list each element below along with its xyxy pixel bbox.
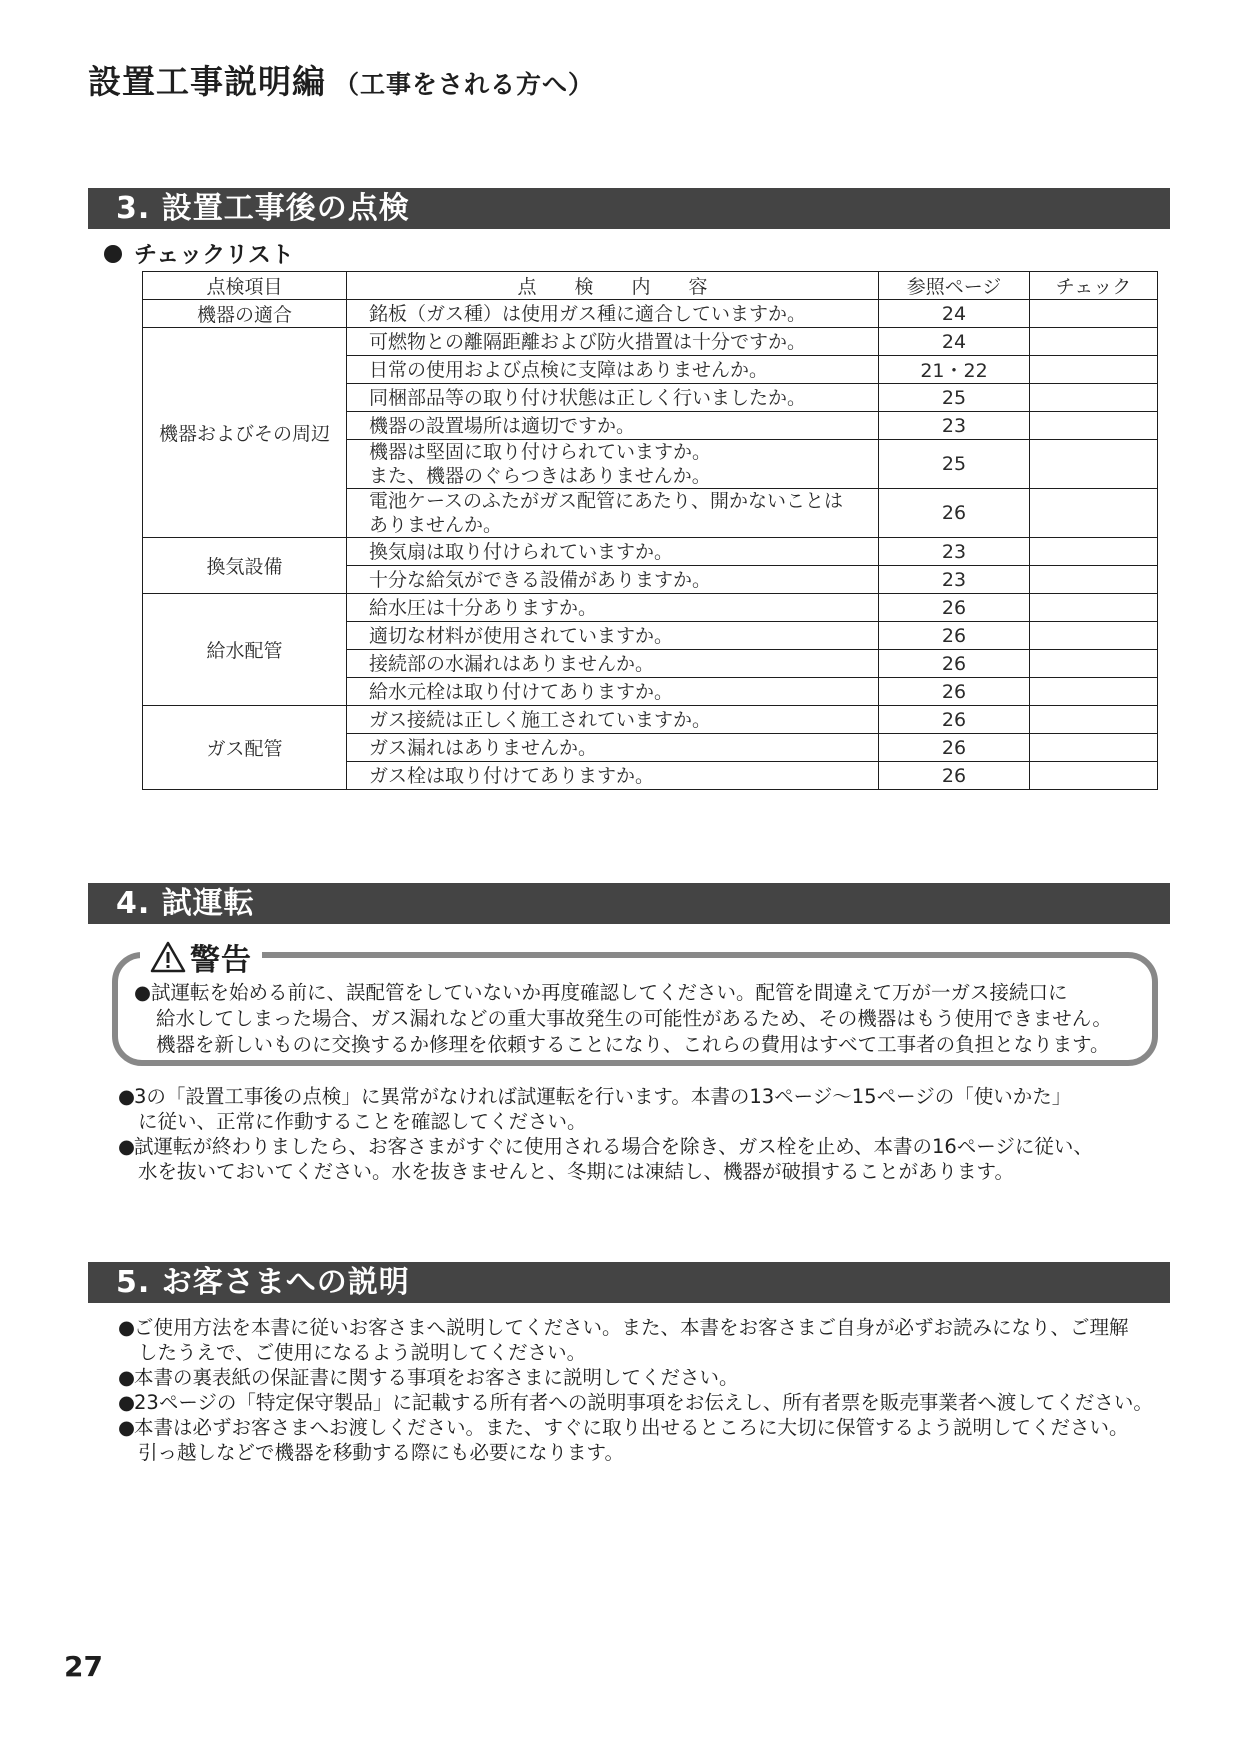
page-cell: 23 bbox=[879, 566, 1030, 594]
page-cell: 26 bbox=[879, 622, 1030, 650]
content-cell: 給水圧は十分ありますか。 bbox=[347, 594, 879, 622]
section4-heading: 4. 試運転 bbox=[88, 883, 1170, 924]
page-cell: 25 bbox=[879, 384, 1030, 412]
content-cell: ガス接続は正しく施工されていますか。 bbox=[347, 706, 879, 734]
content-cell: ガス栓は取り付けてありますか。 bbox=[347, 762, 879, 790]
test-run-paragraph-1 bbox=[118, 1084, 1071, 1134]
check-cell[interactable] bbox=[1030, 412, 1158, 440]
page-title-main: 設置工事説明編 bbox=[88, 62, 326, 101]
col-header-page: 参照ページ bbox=[879, 272, 1030, 300]
page-cell: 26 bbox=[879, 734, 1030, 762]
page-cell: 26 bbox=[879, 678, 1030, 706]
col-header-item: 点検項目 bbox=[143, 272, 347, 300]
section3-heading: 3. 設置工事後の点検 bbox=[88, 188, 1170, 229]
checklist-label: チェックリスト bbox=[134, 242, 294, 268]
content-cell: 日常の使用および点検に支障はありませんか。 bbox=[347, 356, 879, 384]
check-cell[interactable] bbox=[1030, 762, 1158, 790]
category-cell: 機器の適合 bbox=[143, 300, 347, 328]
content-line: 電池ケースのふたがガス配管にあたり、開かないことは bbox=[369, 490, 844, 512]
check-cell[interactable] bbox=[1030, 734, 1158, 762]
content-cell: 同梱部品等の取り付け状態は正しく行いましたか。 bbox=[347, 384, 879, 412]
page-cell: 25 bbox=[879, 440, 1030, 489]
content-cell: 換気扇は取り付けられていますか。 bbox=[347, 538, 879, 566]
paragraph-line: 23ページの「特定保守製品」に記載する所有者への説明事項をお伝えし、所有者票を販売事業者へ渡してください。 bbox=[134, 1391, 1153, 1414]
content-cell bbox=[347, 489, 879, 538]
table-row bbox=[143, 706, 1158, 734]
page-cell: 24 bbox=[879, 300, 1030, 328]
content-line: 機器は堅固に取り付けられていますか。 bbox=[369, 441, 712, 463]
check-cell[interactable] bbox=[1030, 440, 1158, 489]
explanation-paragraph-2 bbox=[118, 1365, 739, 1390]
page-cell: 23 bbox=[879, 538, 1030, 566]
col-header-check: チェック bbox=[1030, 272, 1158, 300]
bullet-icon: ● bbox=[118, 1366, 136, 1389]
bullet-icon: ● bbox=[118, 1416, 136, 1439]
check-cell[interactable] bbox=[1030, 328, 1158, 356]
bullet-icon: ● bbox=[118, 1316, 136, 1339]
category-cell: 給水配管 bbox=[143, 594, 347, 706]
page-cell: 26 bbox=[879, 489, 1030, 538]
warning-line: 機器を新しいものに交換するか修理を依頼することになり、これらの費用はすべて工事者の負担となります。 bbox=[156, 1033, 1110, 1056]
warning-line: ●試運転を始める前に、誤配管をしていないか再度確認してください。配管を間違えて万が一ガス接続口に bbox=[134, 981, 1068, 1004]
content-cell: 十分な給気ができる設備がありますか。 bbox=[347, 566, 879, 594]
warning-line: 給水してしまった場合、ガス漏れなどの重大事故発生の可能性があるため、その機器はもう使用できません。 bbox=[156, 1007, 1112, 1030]
content-cell: 適切な材料が使用されていますか。 bbox=[347, 622, 879, 650]
explanation-paragraph-4 bbox=[118, 1415, 1129, 1465]
paragraph-line: 3の「設置工事後の点検」に異常がなければ試運転を行います。本書の13ページ～15ページの「使いかた」 bbox=[134, 1085, 1072, 1108]
content-line: また、機器のぐらつきはありませんか。 bbox=[369, 465, 711, 487]
table-row bbox=[143, 538, 1158, 566]
check-cell[interactable] bbox=[1030, 650, 1158, 678]
content-cell: 可燃物との離隔距離および防火措置は十分ですか。 bbox=[347, 328, 879, 356]
category-cell: 換気設備 bbox=[143, 538, 347, 594]
check-cell[interactable] bbox=[1030, 538, 1158, 566]
check-cell[interactable] bbox=[1030, 678, 1158, 706]
bullet-icon: ● bbox=[118, 1085, 136, 1108]
check-cell[interactable] bbox=[1030, 566, 1158, 594]
page-cell: 26 bbox=[879, 706, 1030, 734]
paragraph-line: 本書は必ずお客さまへお渡しください。また、すぐに取り出せるところに大切に保管するよう説明してください。 bbox=[134, 1416, 1129, 1439]
content-line: ありませんか。 bbox=[369, 514, 503, 536]
content-cell: 銘板（ガス種）は使用ガス種に適合していますか。 bbox=[347, 300, 879, 328]
explanation-paragraph-1 bbox=[118, 1315, 1129, 1365]
page-cell: 21・22 bbox=[879, 356, 1030, 384]
paragraph-line: 水を抜いておいてください。水を抜きませんと、冬期には凍結し、機器が破損することがあります。 bbox=[138, 1160, 1014, 1183]
check-cell[interactable] bbox=[1030, 489, 1158, 538]
checklist-subheading bbox=[104, 236, 294, 269]
paragraph-line: 試運転が終わりましたら、お客さまがすぐに使用される場合を除き、ガス栓を止め、本書の16ページに従い、 bbox=[134, 1135, 1093, 1158]
content-cell: 機器の設置場所は適切ですか。 bbox=[347, 412, 879, 440]
test-run-paragraph-2 bbox=[118, 1134, 1093, 1184]
page-number: 27 bbox=[64, 1650, 103, 1683]
paragraph-line: 引っ越しなどで機器を移動する際にも必要になります。 bbox=[138, 1441, 624, 1464]
warning-text bbox=[134, 980, 1112, 1058]
table-row bbox=[143, 594, 1158, 622]
col-header-content: 点 検 内 容 bbox=[347, 272, 879, 300]
check-cell[interactable] bbox=[1030, 356, 1158, 384]
content-cell bbox=[347, 440, 879, 489]
check-cell[interactable] bbox=[1030, 594, 1158, 622]
check-cell[interactable] bbox=[1030, 706, 1158, 734]
bullet-icon bbox=[104, 245, 122, 263]
paragraph-line: したうえで、ご使用になるよう説明してください。 bbox=[138, 1341, 587, 1364]
content-cell: 接続部の水漏れはありませんか。 bbox=[347, 650, 879, 678]
warning-triangle-icon bbox=[150, 941, 186, 973]
paragraph-line: 本書の裏表紙の保証書に関する事項をお客さまに説明してください。 bbox=[134, 1366, 739, 1389]
page-cell: 26 bbox=[879, 594, 1030, 622]
paragraph-line: に従い、正常に作動することを確認してください。 bbox=[138, 1110, 587, 1133]
page-title bbox=[88, 56, 594, 103]
section5-heading: 5. お客さまへの説明 bbox=[88, 1262, 1170, 1303]
page-cell: 26 bbox=[879, 650, 1030, 678]
check-cell[interactable] bbox=[1030, 300, 1158, 328]
page-cell: 26 bbox=[879, 762, 1030, 790]
table-header-row bbox=[143, 272, 1158, 300]
content-cell: 給水元栓は取り付けてありますか。 bbox=[347, 678, 879, 706]
explanation-paragraph-3 bbox=[118, 1390, 1153, 1415]
check-cell[interactable] bbox=[1030, 622, 1158, 650]
check-cell[interactable] bbox=[1030, 384, 1158, 412]
table-row bbox=[143, 328, 1158, 356]
page-cell: 24 bbox=[879, 328, 1030, 356]
table-row bbox=[143, 300, 1158, 328]
page-cell: 23 bbox=[879, 412, 1030, 440]
checklist-table bbox=[142, 271, 1158, 790]
warning-header bbox=[140, 936, 262, 978]
bullet-icon: ● bbox=[118, 1391, 136, 1414]
bullet-icon: ● bbox=[118, 1135, 136, 1158]
category-cell: ガス配管 bbox=[143, 706, 347, 790]
paragraph-line: ご使用方法を本書に従いお客さまへ説明してください。また、本書をお客さまご自身が必ずお読みになり、ご理解 bbox=[134, 1316, 1129, 1339]
category-cell: 機器およびその周辺 bbox=[143, 328, 347, 538]
page-title-sub: （工事をされる方へ） bbox=[334, 70, 595, 99]
warning-label: 警告 bbox=[190, 943, 252, 978]
content-cell: ガス漏れはありませんか。 bbox=[347, 734, 879, 762]
